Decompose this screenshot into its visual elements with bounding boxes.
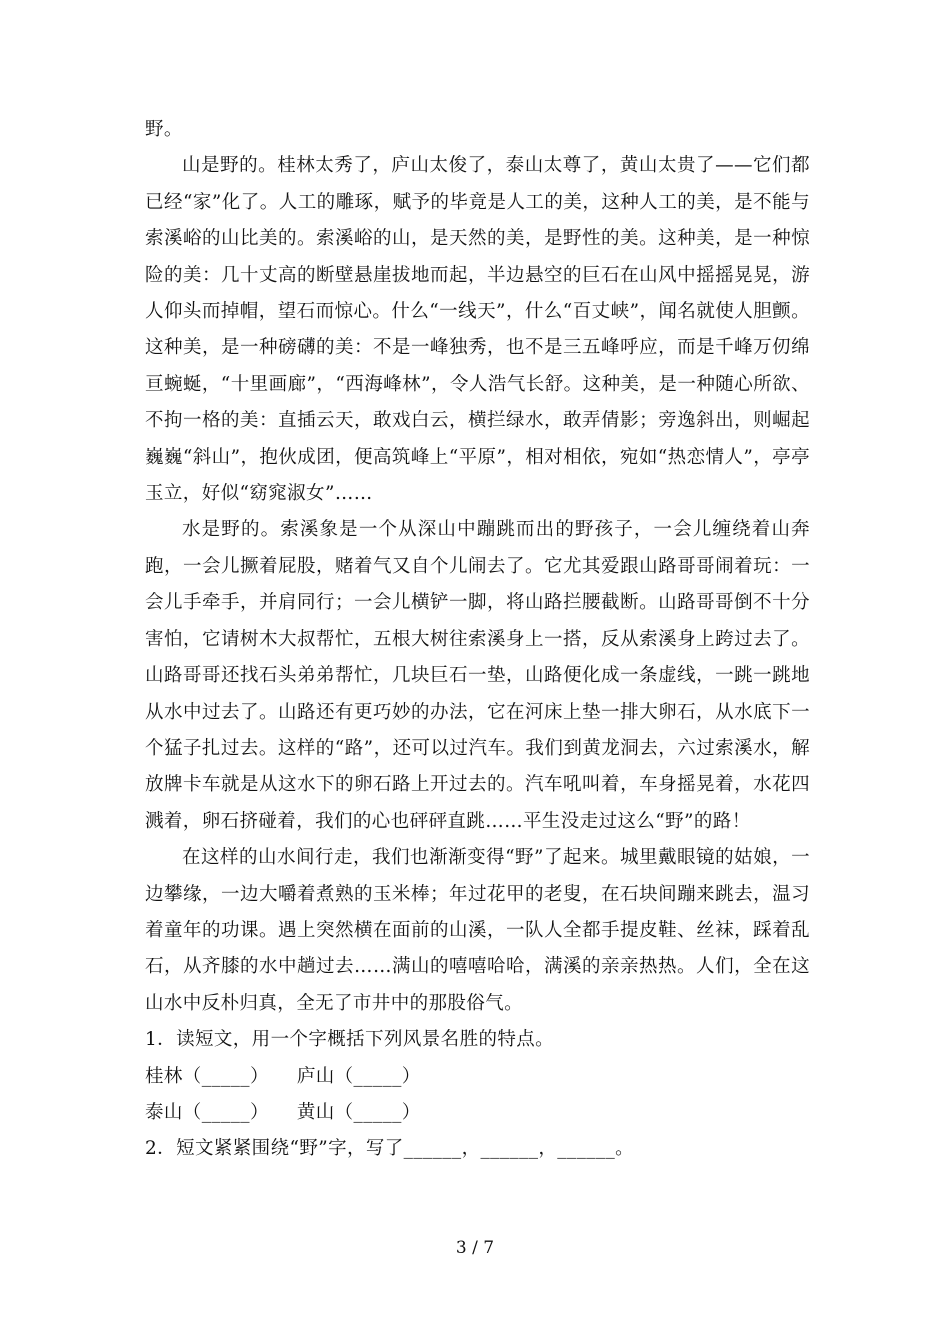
- paragraph-water: 水是野的。索溪象是一个从深山中蹦跳而出的野孩子，一会儿缠绕着山奔跑，一会儿撅着屁股，赌着气又自个儿闹去了。它尤其爱跟山路哥哥闹着玩：一会儿手牵手，并肩同行；一会儿横铲一脚，将山路拦腰截断。山路哥哥倒不十分害怕，它请树木大叔帮忙，五根大树往索溪身上一搭，反从索溪身上跨过去了。山路哥哥还找石头弟弟帮忙，几块巨石一垫，山路便化成一条虚线，一跳一跳地从水中过去了。山路还有更巧妙的办法，它在河床上垫一排大卵石，从水底下一个猛子扎过去。这样的“路”，还可以过汽车。我们到黄龙洞去，六过索溪水，解放牌卡车就是从这水下的卵石路上开过去的。汽车吼叫着，车身摇晃着，水花四溅着，卵石挤碰着，我们的心也砰砰直跳……平生没走过这么“野”的路！: [145, 519, 810, 832]
- paragraph-continuation: 野。: [145, 119, 183, 140]
- question-1: 1．读短文，用一个字概括下列风景名胜的特点。: [145, 1029, 555, 1051]
- paragraph-mountains: 山是野的。桂林太秀了，庐山太俊了，泰山太尊了，黄山太贵了——它们都已经“家”化了。人工的雕琢，赋予的毕竟是人工的美，这种人工的美，是不能与索溪峪的山比美的。索溪峪的山，是天然的美，是野性的美。这种美，是一种惊险的美：几十丈高的断壁悬崖拔地而起，半边悬空的巨石在山风中摇摇晃晃，游人仰头而掉帽，望石而惊心。什么“一线天”，什么“百丈峡”，闻名就使人胆颤。这种美，是一种磅礴的美：不是一峰独秀，也不是三五峰呼应，而是千峰万仞绵亘蜿蜒，“十里画廊”，“西海峰林”，令人浩气长舒。这种美，是一种随心所欲、不拘一格的美：直插云天，敢戏白云，横拦绿水，敢弄倩影；旁逸斜出，则崛起巍巍“斜山”，抱伙成团，便高筑峰上“平原”，相对相依，宛如“热恋情人”，亭亭玉立，好似“窈窕淑女”……: [145, 155, 810, 505]
- question-2: 2．短文紧紧围绕“野”字，写了______，______，______。: [145, 1138, 635, 1160]
- question-1-row-1: [145, 1059, 810, 1095]
- answer-blank-huangshan: 黄山（_____）: [296, 1101, 421, 1123]
- article-body: [145, 112, 810, 1168]
- answer-blank-guilin: 桂林（_____）: [145, 1065, 269, 1087]
- answer-blank-taishan: 泰山（_____）: [145, 1101, 269, 1123]
- answer-blank-lushan: 庐山（_____）: [296, 1065, 421, 1087]
- question-1-row-2: [145, 1095, 810, 1131]
- paragraph-travelers: 在这样的山水间行走，我们也渐渐变得“野”了起来。城里戴眼镜的姑娘，一边攀缘，一边大嚼着煮熟的玉米棒；年过花甲的老叟，在石块间蹦来跳去，温习着童年的功课。遇上突然横在面前的山溪，一队人全都手提皮鞋、丝袜，踩着乱石，从齐膝的水中趟过去……满山的嘻嘻哈哈，满溪的亲亲热热。人们，全在这山水中反朴归真，全无了市井中的那股俗气。: [145, 847, 810, 1014]
- page-number: 3 / 7: [455, 1238, 495, 1258]
